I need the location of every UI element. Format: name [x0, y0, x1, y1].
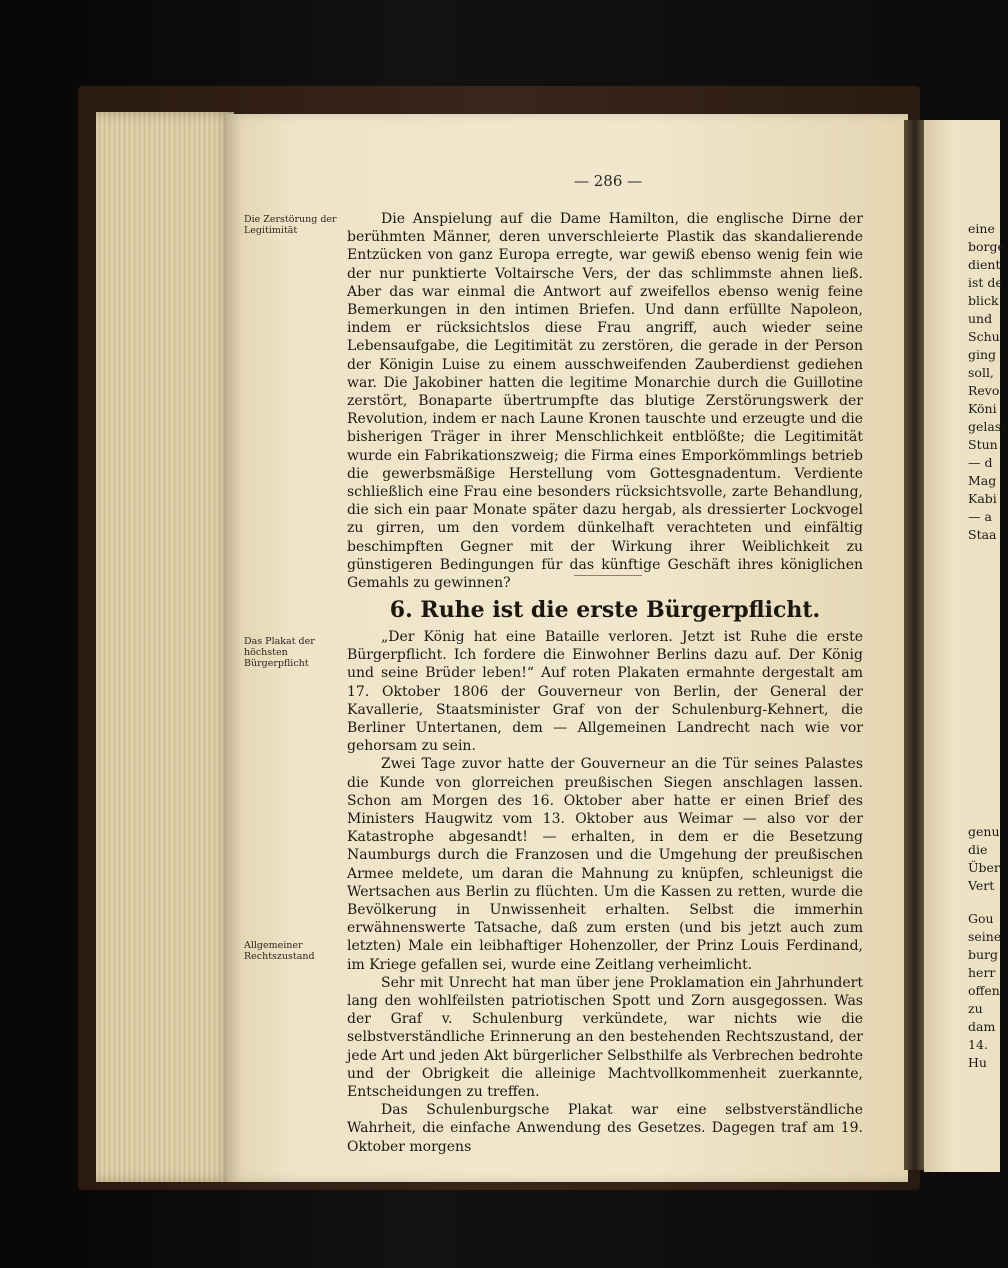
next-page-word: Vert [968, 878, 995, 893]
paragraph: Sehr mit Unrecht hat man über jene Proklamation ein Jahrhundert lang den wohlfeilsten patriotischen Spott und Zorn ausgegossen. Was der Graf v. Schulenburg verkündete, war nichts wie die selbstverständliche Erinnerung an den bestehenden Rechtszustand, der jede Art und jeden Akt bürgerlicher Selbsthilfe als Verbrechen bedrohte und der Obrigkeit die alleinige Machtvollkommenheit zuerkannte, Entscheidungen zu treffen. [347, 974, 863, 1101]
next-page-word: seine [968, 929, 1002, 944]
next-page-word: Stun [968, 437, 998, 452]
next-page-word: Gou [968, 911, 994, 926]
next-page-word: blick [968, 293, 999, 308]
next-page-word: dam [968, 1019, 996, 1034]
next-page-word: — d [968, 455, 993, 470]
next-page-word: genu [968, 824, 1000, 839]
next-page-word: dient, [968, 257, 1005, 272]
next-page-word: burg [968, 947, 999, 962]
margin-note: Die Zerstörung der Legitimität [244, 214, 337, 236]
next-page-fragment [924, 120, 1008, 1172]
next-page-word: die [968, 842, 988, 857]
section-heading: 6. Ruhe ist die erste Bürgerpflicht. [389, 597, 821, 623]
margin-note: Das Plakat der höchsten Bürgerpflicht [244, 636, 315, 669]
next-page-word: Staa [968, 527, 997, 542]
next-page-word: Über [968, 860, 1000, 875]
page-edges [96, 112, 234, 1182]
next-page-word: Mag [968, 473, 997, 488]
text-block-2 [347, 628, 863, 1156]
next-page-word: herr [968, 965, 996, 980]
section-divider [574, 575, 642, 576]
next-page-word: gelass [968, 419, 1008, 434]
next-page-word: Hu [968, 1055, 987, 1070]
margin-note: Allgemeiner Rechtszustand [244, 940, 315, 962]
next-page-word: ist de [968, 275, 1003, 290]
next-page-word: — a [968, 509, 992, 524]
next-page-word: ging [968, 347, 997, 362]
book-gutter [904, 120, 926, 1170]
next-page-word: eine [968, 221, 995, 236]
next-page-word: zu [968, 1001, 983, 1016]
text-block-1 [347, 210, 863, 592]
next-page-word: Schu [968, 329, 1000, 344]
next-page-word: Revo [968, 383, 1000, 398]
paragraph: Die Anspielung auf die Dame Hamilton, die englische Dirne der berühmten Männer, deren unverschleierte Plastik das skandalierende Entzücken von ganz Europa erregte, war gewiß ebenso wenig fein wie der nur punktierte Voltairsche Vers, der das schlimmste ahnen ließ. Aber das war einmal die Antwort auf zweifellos ebenso wenig feine Bemerkungen in den intimen Briefen. Und dann erfüllte Napoleon, indem er rücksichtslos diese Frau angriff, auch wieder seine Lebensaufgabe, die Legitimität zu zerstören, die gerade in der Person der Königin Luise zu einem ausschweifenden Zauberdienst gediehen war. Die Jakobiner hatten die legitime Monarchie durch die Guillotine zerstört, Bonaparte übertrumpfte das blutige Zerstörungswerk der Revolution, indem er nach Laune Kronen tauschte und erzeugte und die bisherigen Träger in ihrer Menschlichkeit entblößte; die Legitimität wurde ein Fabrikationszweig; die Firma eines Emporkömmlings betrieb die gewerbsmäßige Herstellung vom Gottesgnadentum. Verdiente schließlich eine Frau eine besonders rücksichtsvolle, zarte Behandlung, die sich ein paar Monate später dazu hergab, als dressierter Lockvogel zu girren, um den vordem dünkelhaft verachteten und einfältig beschimpften Gegner mit der Wirkung ihrer Weiblichkeit zu günstigeren Bedingungen für das künftige Geschäft ihres königlichen Gemahls zu gewinnen? [347, 211, 863, 592]
next-page-word: Köni [968, 401, 997, 416]
next-page-word: offen [968, 983, 1000, 998]
next-page-word: Kabi [968, 491, 997, 506]
paragraph: Zwei Tage zuvor hatte der Gouverneur an die Tür seines Palastes die Kunde von glorreichen preußischen Siegen anschlagen lassen. Schon am Morgen des 16. Oktober aber hatte er einen Brief des Ministers Haugwitz vom 13. Oktober aus Weimar — also vor der Katastrophe abgesandt! — erhalten, in dem er die Besetzung Naumburgs durch die Franzosen und die Umgehung der preußischen Armee meldete, um daran die Mahnung zu knüpfen, schleunigst die Wertsachen aus Berlin zu flüchten. Um die Kassen zu retten, wurde die Bevölkerung in Unwissenheit erhalten. Selbst die immerhin erwähnenswerte Tatsache, daß zum ersten (und bis jetzt auch zum letzten) Male ein leibhaftiger Hohenzoller, der Prinz Louis Ferdinand, im Kriege gefallen sei, wurde eine Zeitlang verheimlicht. [347, 756, 863, 973]
next-page-word: soll, [968, 365, 994, 380]
next-page-word: 14. [968, 1037, 988, 1052]
paragraph: Das Schulenburgsche Plakat war eine selbstverständliche Wahrheit, die einfache Anwendung des Gesetzes. Dagegen traf am 19. Oktober morgens [347, 1102, 863, 1155]
next-page-word: und [968, 311, 993, 326]
next-page-word: borge [968, 239, 1005, 254]
paragraph: „Der König hat eine Bataille verloren. Jetzt ist Ruhe die erste Bürgerpflicht. Ich fordere die Einwohner Berlins dazu auf. Der König und seine Brüder leben!“ Auf roten Plakaten ermahnte dergestalt am 17. Oktober 1806 der Gouverneur von Berlin, der General der Kavallerie, Staatsminister Graf von der Schulenburg-Kehnert, die Berliner Untertanen, dem — Allgemeinen Landrecht nach wie vor gehorsam zu sein. [347, 629, 863, 755]
page-number: — 286 — [574, 172, 643, 190]
